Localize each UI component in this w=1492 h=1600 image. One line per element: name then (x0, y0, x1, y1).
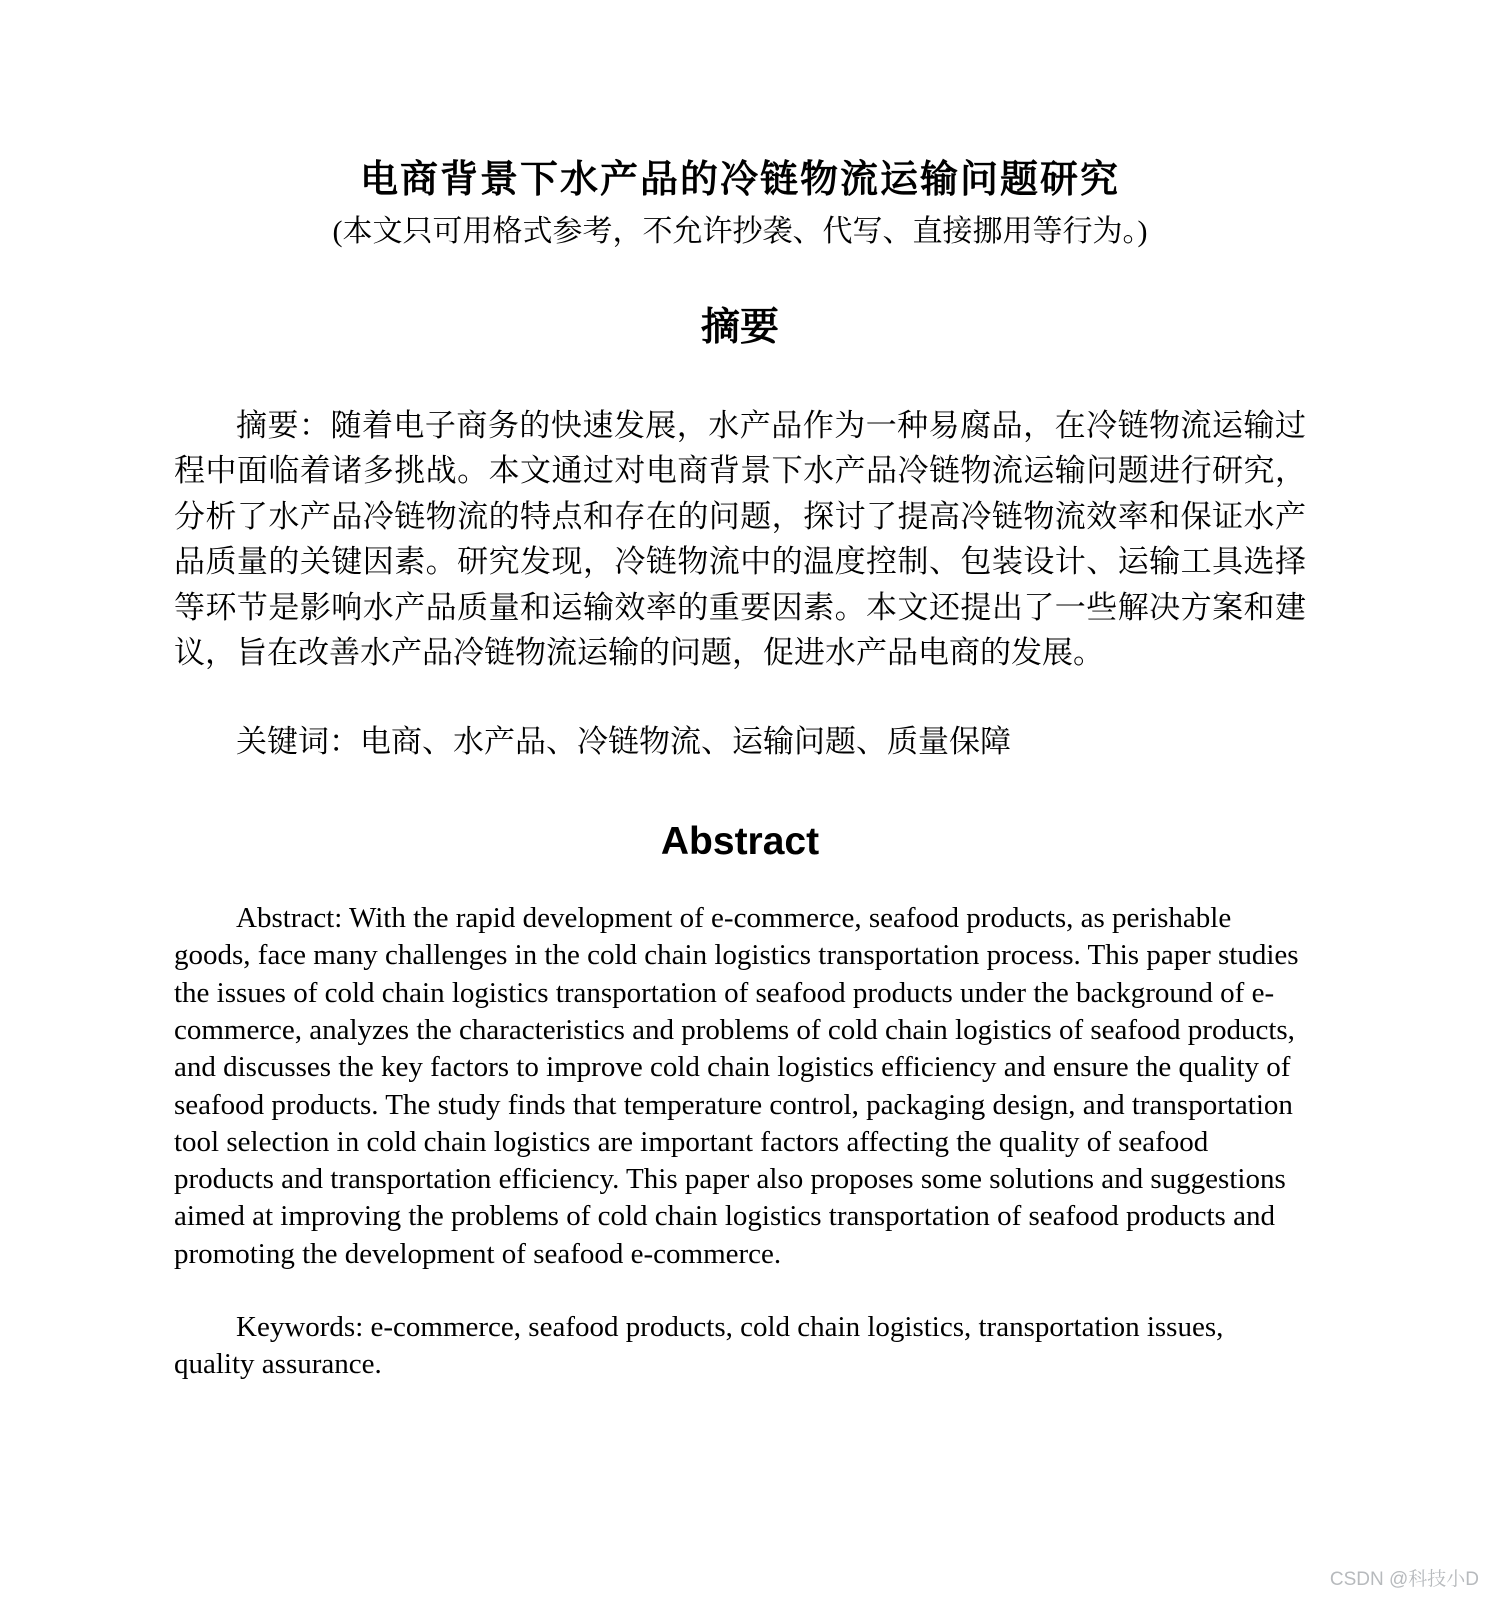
en-abstract-paragraph: Abstract: With the rapid development of e-commerce, seafood products, as perishable goods, face many challenges in the cold chain logistics transportation process. This paper studies the issues of cold chain logistics transportation of seafood products under the background of e-commerce, analyzes the characteristics and problems of cold chain logistics of seafood products, and discusses the key factors to improve cold chain logistics efficiency and ensure the quality of seafood products. The study finds that temperature control, packaging design, and transportation tool selection in cold chain logistics are important factors affecting the quality of seafood products and transportation efficiency. This paper also proposes some solutions and suggestions aimed at improving the problems of cold chain logistics transportation of seafood products and promoting the development of seafood e-commerce. (174, 902, 1299, 1270)
cn-abstract-heading: 摘要 (700, 306, 779, 350)
document-title: 电商背景下水产品的冷链物流运输问题研究 (359, 159, 1120, 201)
cn-abstract-paragraph: 摘要：随着电子商务的快速发展，水产品作为一种易腐品，在冷链物流运输过程中面临着诸多挑战。本文通过对电商背景下水产品冷链物流运输问题进行研究，分析了水产品冷链物流的特点和存在的问题，探讨了提高冷链物流效率和保证水产品质量的关键因素。研究发现，冷链物流中的温度控制、包装设计、运输工具选择等环节是影响水产品质量和运输效率的重要因素。本文还提出了一些解决方案和建议，旨在改善水产品冷链物流运输的问题，促进水产品电商的发展。 (174, 407, 1306, 671)
cn-keywords-line: 关键词：电商、水产品、冷链物流、运输问题、质量保障 (236, 723, 1011, 759)
en-abstract-heading: Abstract (660, 820, 820, 864)
en-keywords-line: Keywords: e-commerce, seafood products, cold chain logistics, transportation issues, quality assurance. (174, 1311, 1224, 1381)
csdn-watermark: CSDN @科技小D (1329, 1569, 1479, 1591)
document-subtitle: (本文只可用格式参考，不允许抄袭、代写、直接挪用等行为。) (332, 214, 1148, 248)
